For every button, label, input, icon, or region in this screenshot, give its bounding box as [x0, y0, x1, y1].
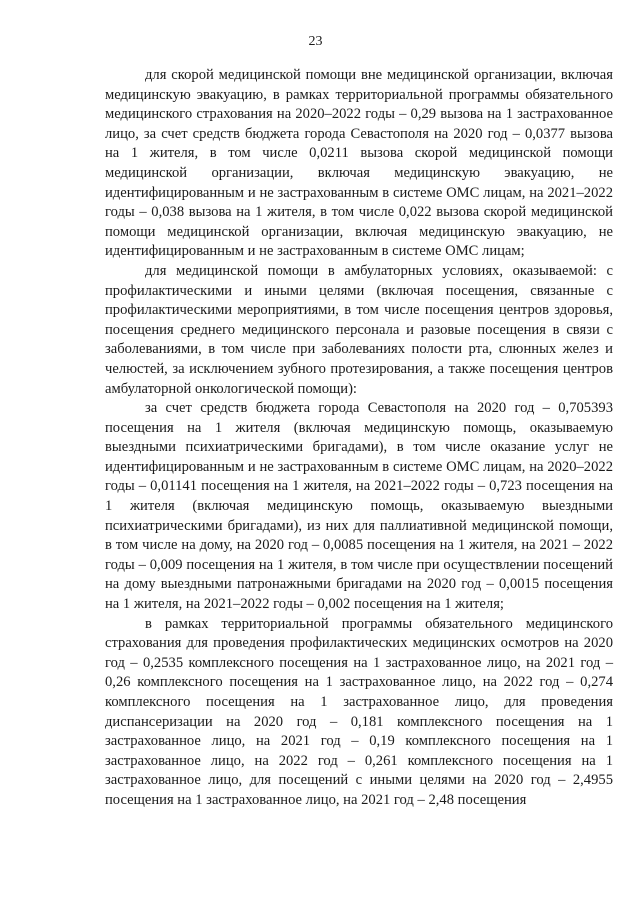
paragraph-budget-visits: за счет средств бюджета города Севастополя на 2020 год – 0,705393 посещения на 1 жителя (включая медицинскую помощь, оказываемую выездными психиатрическими бригадами), в том числе оказание услуг не идентифицированным и не застрахованным в системе ОМС лицам, на 2020–2022 годы – 0,01141 посещения на 1 жителя, на 2021–2022 годы – 0,723 посещения на 1 жителя (включая медицинскую помощь, оказываемую выездными психиатрическими бригадами), из них для паллиативной медицинской помощи, в том числе на дому, на 2020 год – 0,0085 посещения на 1 жителя, на 2021 – 2022 годы – 0,009 посещения на 1 жителя, в том числе при осуществлении посещений на дому выездными патронажными бригадами на 2020 год – 0,0015 посещения на 1 жителя, на 2021–2022 годы – 0,002 посещения на 1 жителя; [105, 400, 613, 613]
document-body [105, 66, 613, 811]
page-number: 23 [308, 34, 323, 49]
paragraph-emergency-care: для скорой медицинской помощи вне медицинской организации, включая медицинскую эвакуацию, в рамках территориальной программы обязательного медицинского страхования на 2020–2022 годы – 0,29 вызова на 1 застрахованное лицо, за счет средств бюджета города Севастополя на 2020 год – 0,0377 вызова на 1 жителя, в том числе 0,0211 вызова скорой медицинской помощи медицинской организации, включая медицинскую эвакуацию, не идентифицированным и не застрахованным в системе ОМС лицам, на 2021–2022 годы – 0,038 вызова на 1 жителя, в том числе 0,022 вызова скорой медицинской помощи медицинской организации, включая медицинскую эвакуацию, не идентифицированным и не застрахованным в системе ОМС лицам; [105, 67, 613, 260]
paragraph-oms-checkups: в рамках территориальной программы обязательного медицинского страхования для проведения профилактических медицинских осмотров на 2020 год – 0,2535 комплексного посещения на 1 застрахованное лицо, на 2021 год – 0,26 комплексного посещения на 1 застрахованное лицо, на 2022 год – 0,274 комплексного посещения на 1 застрахованное лицо, для проведения диспансеризации на 2020 год – 0,181 комплексного посещения на 1 застрахованное лицо, на 2021 год – 0,19 комплексного посещения на 1 застрахованное лицо, на 2022 год – 0,261 комплексного посещения на 1 застрахованное лицо, для посещений с иными целями на 2020 год – 2,4955 посещения на 1 застрахованное лицо, на 2021 год – 2,48 посещения [105, 615, 613, 808]
paragraph-outpatient-care: для медицинской помощи в амбулаторных условиях, оказываемой: с профилактическими и иными целями (включая посещения, связанные с профилактическими мероприятиями, в том числе посещения центров здоровья, посещения среднего медицинского персонала и разовые посещения в связи с заболеваниями, в том числе при заболеваниях полости рта, слюнных желез и челюстей, за исключением зубного протезирования, а также посещения центров амбулаторной онкологической помощи): [105, 262, 613, 397]
